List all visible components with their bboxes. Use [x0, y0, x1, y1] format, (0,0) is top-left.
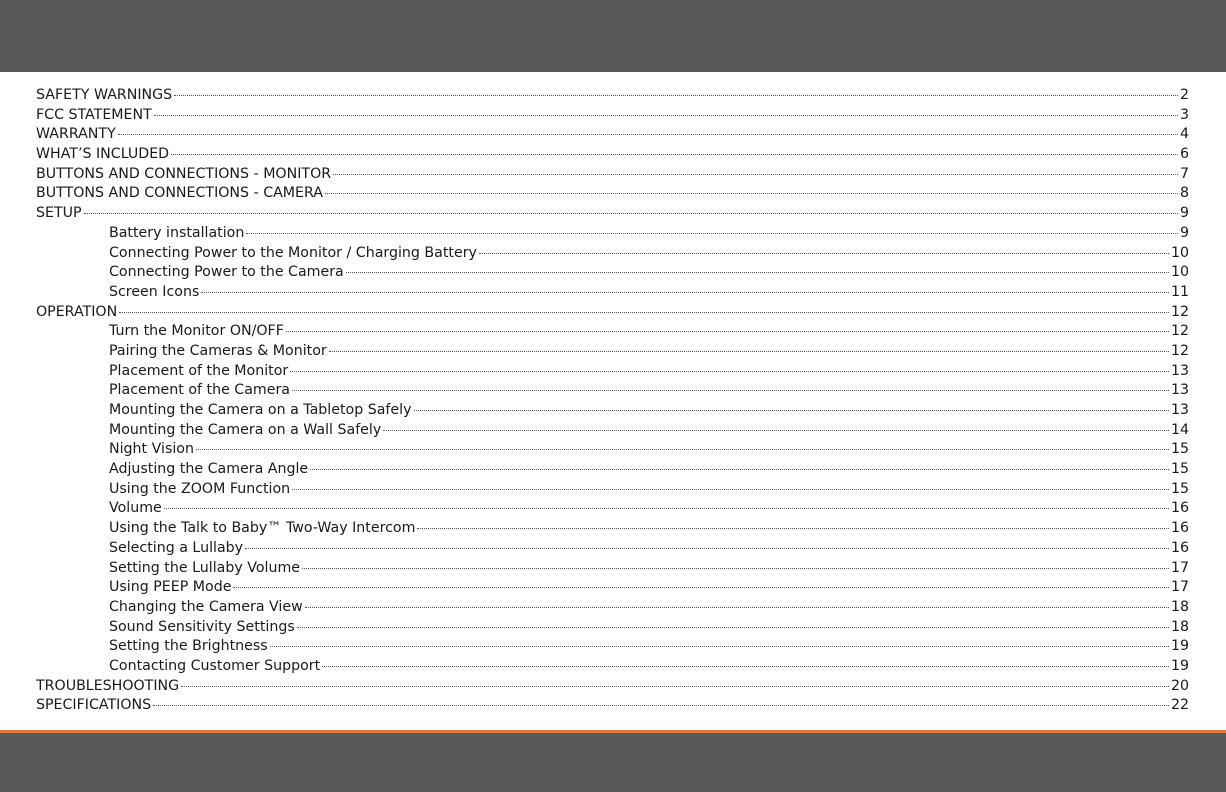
toc-dot-leader [346, 272, 1169, 273]
toc-page-number: 15 [1170, 461, 1189, 478]
toc-page-number: 16 [1170, 520, 1189, 537]
toc-subentry[interactable] [36, 381, 1189, 401]
toc-entry-title: Screen Icons [109, 283, 200, 300]
toc-entry-title: Turn the Monitor ON/OFF [109, 323, 284, 340]
toc-dot-leader [84, 213, 1178, 214]
toc-subentry[interactable] [36, 460, 1189, 480]
toc-entry-title: Connecting Power to the Camera [109, 264, 344, 281]
toc-page-number: 22 [1170, 697, 1189, 714]
toc-subentry[interactable] [36, 440, 1189, 460]
toc-subentry[interactable] [36, 637, 1189, 657]
toc-dot-leader [417, 528, 1169, 529]
toc-entry[interactable] [36, 204, 1189, 224]
toc-entry[interactable] [36, 677, 1189, 697]
toc-page-number: 6 [1179, 146, 1189, 163]
toc-page-number: 9 [1179, 224, 1189, 241]
toc-dot-leader [181, 686, 1169, 687]
toc-entry[interactable] [36, 696, 1189, 716]
toc-subentry[interactable] [36, 322, 1189, 342]
toc-subentry[interactable] [36, 283, 1189, 303]
toc-subentry[interactable] [36, 244, 1189, 264]
toc-dot-leader [290, 371, 1169, 372]
toc-entry-title: OPERATION [36, 303, 118, 320]
toc-page-number: 20 [1170, 677, 1189, 694]
toc-page-number: 8 [1179, 185, 1189, 202]
toc-subentry[interactable] [36, 342, 1189, 362]
toc-page-number: 12 [1170, 303, 1189, 320]
toc-page-number: 11 [1170, 283, 1189, 300]
toc-page-number: 13 [1170, 382, 1189, 399]
toc-entry-title: WARRANTY [36, 126, 116, 143]
toc-dot-leader [292, 390, 1169, 391]
toc-subentry[interactable] [36, 224, 1189, 244]
toc-entry-title: Adjusting the Camera Angle [109, 461, 309, 478]
toc-entry-title: Night Vision [109, 441, 194, 458]
toc-dot-leader [302, 568, 1169, 569]
table-of-contents [36, 86, 1189, 716]
toc-entry-title: TROUBLESHOOTING [36, 677, 180, 694]
toc-entry[interactable] [36, 145, 1189, 165]
toc-dot-leader [174, 95, 1178, 96]
toc-entry-title: SAFETY WARNINGS [36, 87, 173, 103]
toc-page-number: 12 [1170, 323, 1189, 340]
toc-page-number: 18 [1170, 598, 1189, 615]
toc-page-number: 13 [1170, 402, 1189, 418]
toc-page-number: 4 [1179, 126, 1189, 143]
toc-dot-leader [325, 193, 1178, 194]
toc-dot-leader [119, 312, 1169, 313]
toc-page-number: 3 [1179, 106, 1189, 123]
toc-page-number: 10 [1170, 244, 1189, 261]
toc-dot-leader [322, 666, 1169, 667]
toc-subentry[interactable] [36, 362, 1189, 382]
toc-dot-leader [246, 233, 1178, 234]
toc-page-number: 17 [1170, 559, 1189, 576]
toc-dot-leader [286, 331, 1169, 332]
toc-page-number: 9 [1179, 205, 1189, 222]
toc-entry[interactable] [36, 86, 1189, 106]
toc-page-number: 17 [1170, 579, 1189, 596]
toc-subentry[interactable] [36, 499, 1189, 519]
toc-entry-title: WHAT’S INCLUDED [36, 146, 170, 163]
toc-dot-leader [196, 449, 1169, 450]
toc-entry-title: Setting the Lullaby Volume [109, 559, 301, 576]
toc-entry-title: Volume [109, 500, 162, 517]
toc-dot-leader [333, 174, 1178, 175]
toc-entry-title: Setting the Brightness [109, 638, 268, 655]
toc-page-number: 19 [1170, 657, 1189, 674]
toc-entry-title: FCC STATEMENT [36, 106, 152, 123]
toc-subentry[interactable] [36, 578, 1189, 598]
toc-entry-title: BUTTONS AND CONNECTIONS - MONITOR [36, 165, 332, 182]
toc-page-number: 13 [1170, 362, 1189, 379]
toc-subentry[interactable] [36, 401, 1189, 421]
toc-subentry[interactable] [36, 539, 1189, 559]
toc-subentry[interactable] [36, 519, 1189, 539]
toc-dot-leader [479, 253, 1169, 254]
toc-entry-title: Mounting the Camera on a Wall Safely [109, 421, 382, 438]
toc-dot-leader [118, 134, 1178, 135]
toc-dot-leader [414, 410, 1169, 411]
toc-page-number: 16 [1170, 539, 1189, 556]
toc-subentry[interactable] [36, 559, 1189, 579]
toc-entry-title: Sound Sensitivity Settings [109, 618, 295, 635]
toc-page-number: 15 [1170, 441, 1189, 458]
toc-dot-leader [297, 627, 1169, 628]
toc-entry[interactable] [36, 184, 1189, 204]
toc-page-number: 7 [1179, 165, 1189, 182]
toc-dot-leader [164, 508, 1169, 509]
toc-subentry[interactable] [36, 657, 1189, 677]
toc-dot-leader [171, 154, 1178, 155]
toc-entry-title: Pairing the Cameras & Monitor [109, 342, 327, 359]
toc-entry-title: Selecting a Lullaby [109, 539, 244, 556]
toc-page-number: 2 [1179, 87, 1189, 103]
toc-dot-leader [201, 292, 1169, 293]
toc-page-number: 16 [1170, 500, 1189, 517]
toc-entry-title: SPECIFICATIONS [36, 697, 152, 714]
toc-dot-leader [305, 607, 1169, 608]
toc-page-number: 18 [1170, 618, 1189, 635]
header-bar [0, 0, 1226, 72]
toc-dot-leader [292, 489, 1169, 490]
toc-dot-leader [383, 430, 1169, 431]
toc-entry-title: Mounting the Camera on a Tabletop Safely [109, 402, 412, 418]
toc-entry-title: Changing the Camera View [109, 598, 303, 615]
toc-page-number: 15 [1170, 480, 1189, 497]
toc-dot-leader [245, 548, 1169, 549]
toc-subentry[interactable] [36, 421, 1189, 441]
toc-dot-leader [154, 115, 1178, 116]
toc-subentry[interactable] [36, 480, 1189, 500]
toc-page-number: 14 [1170, 421, 1189, 438]
toc-subentry[interactable] [36, 618, 1189, 638]
toc-entry-title: Contacting Customer Support [109, 657, 321, 674]
toc-entry[interactable] [36, 106, 1189, 126]
toc-dot-leader [233, 587, 1169, 588]
toc-dot-leader [329, 351, 1169, 352]
toc-entry-title: Connecting Power to the Monitor / Charging Battery [109, 244, 477, 261]
toc-entry-title: Using the Talk to Baby™ Two-Way Intercom [109, 520, 416, 537]
footer-bar [0, 733, 1226, 792]
toc-dot-leader [310, 469, 1169, 470]
toc-page-number: 12 [1170, 342, 1189, 359]
toc-entry-title: BUTTONS AND CONNECTIONS - CAMERA [36, 185, 323, 202]
toc-subentry[interactable] [36, 263, 1189, 283]
toc-entry-title: Battery installation [109, 224, 245, 241]
toc-entry-title: Using the ZOOM Function [109, 480, 291, 497]
toc-entry-title: SETUP [36, 205, 82, 222]
toc-page-number: 10 [1170, 264, 1189, 281]
toc-subentry[interactable] [36, 598, 1189, 618]
toc-dot-leader [270, 646, 1169, 647]
toc-entry[interactable] [36, 165, 1189, 185]
toc-entry[interactable] [36, 125, 1189, 145]
toc-entry-title: Placement of the Camera [109, 382, 290, 399]
toc-entry[interactable] [36, 303, 1189, 323]
toc-dot-leader [153, 705, 1169, 706]
toc-entry-title: Using PEEP Mode [109, 579, 232, 596]
toc-page-number: 19 [1170, 638, 1189, 655]
toc-entry-title: Placement of the Monitor [109, 362, 289, 379]
